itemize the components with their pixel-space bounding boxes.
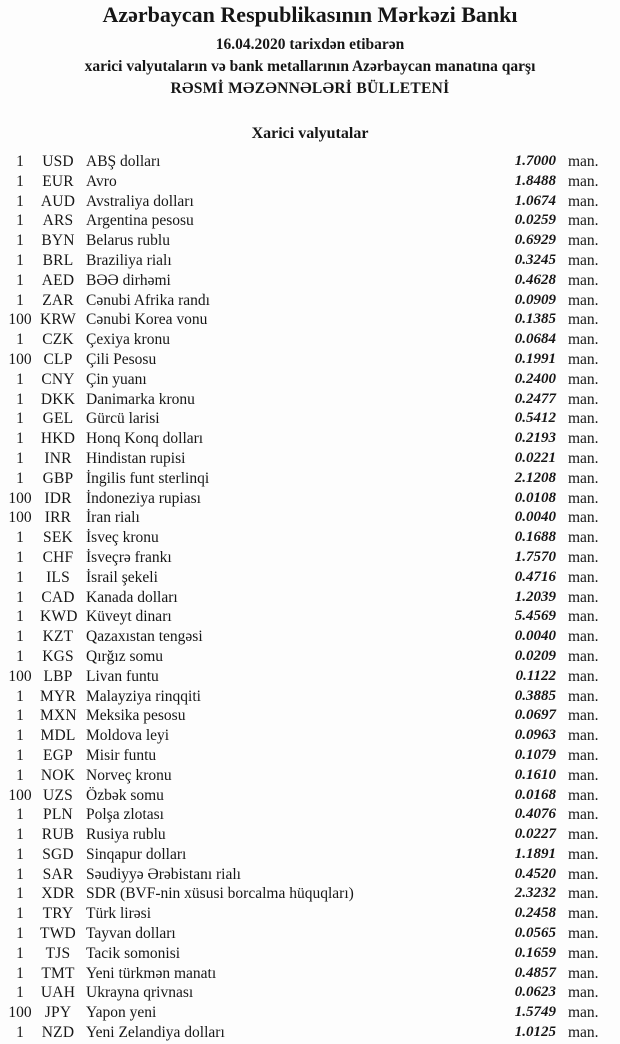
- currency-qty: 1: [16, 707, 24, 725]
- currency-qty: 1: [16, 568, 24, 586]
- currency-qty: 1: [16, 153, 24, 170]
- currency-code: SEK: [43, 529, 73, 547]
- unit-label: man.: [568, 865, 599, 883]
- currency-code: KWD: [40, 608, 78, 626]
- currency-qty: 1: [16, 588, 24, 606]
- currency-qty: 1: [16, 687, 24, 705]
- rate-row: [0, 766, 620, 786]
- currency-rate: 0.4628: [514, 271, 556, 288]
- currency-qty: 1: [16, 291, 24, 309]
- currency-rate: 0.0168: [514, 786, 556, 803]
- currency-name: İndoneziya rupiası: [86, 489, 201, 507]
- unit-label: man.: [568, 687, 599, 705]
- rate-row: [0, 370, 620, 390]
- unit-label: man.: [568, 925, 599, 943]
- currency-qty: 1: [16, 984, 24, 1002]
- currency-rate: 0.6929: [514, 232, 556, 249]
- unit-label: man.: [568, 469, 599, 487]
- rate-row: [0, 964, 620, 984]
- currency-name: İsveç kronu: [86, 529, 159, 547]
- currency-code: TMT: [41, 964, 75, 982]
- currency-rate: 0.2400: [514, 370, 556, 387]
- currency-qty: 1: [16, 430, 24, 448]
- unit-label: man.: [568, 232, 599, 250]
- currency-name: Çexiya kronu: [86, 331, 170, 349]
- currency-name: İngilis funt sterlinqi: [86, 469, 210, 487]
- currency-code: IRR: [44, 509, 72, 527]
- rate-row: [0, 489, 620, 509]
- rate-row: [0, 1023, 620, 1043]
- rate-row: [0, 211, 620, 231]
- rate-row: [0, 706, 620, 726]
- currency-code: RUB: [41, 826, 75, 844]
- currency-code: PLN: [43, 806, 73, 824]
- rate-row: [0, 904, 620, 924]
- currency-qty: 100: [8, 311, 32, 329]
- currency-name: Danimarka kronu: [86, 390, 195, 408]
- currency-name: Avstraliya dolları: [86, 192, 194, 210]
- currency-qty: 1: [16, 529, 24, 547]
- currency-rate: 1.8488: [514, 172, 556, 189]
- currency-rate: 0.5412: [514, 410, 556, 427]
- rate-row: [0, 429, 620, 449]
- currency-code: BYN: [41, 232, 75, 250]
- currency-rate: 0.0221: [514, 449, 556, 466]
- currency-name: Türk lirəsi: [86, 905, 151, 923]
- rate-row: [0, 607, 620, 627]
- unit-label: man.: [568, 984, 599, 1002]
- rate-row: [0, 469, 620, 489]
- currency-code: XDR: [41, 885, 75, 903]
- currency-code: CNY: [41, 370, 75, 388]
- unit-label: man.: [568, 647, 599, 665]
- unit-label: man.: [568, 410, 599, 428]
- currency-code: EUR: [42, 172, 74, 190]
- unit-label: man.: [568, 449, 599, 467]
- rate-row: [0, 548, 620, 568]
- currency-qty: 1: [16, 628, 24, 646]
- currency-code: ZAR: [42, 291, 74, 309]
- currency-rate: 1.0674: [514, 192, 556, 209]
- currency-qty: 1: [16, 331, 24, 349]
- currency-qty: 1: [16, 944, 24, 962]
- currency-code: INR: [44, 449, 72, 467]
- rate-row: [0, 1003, 620, 1023]
- currency-name: Qırğız somu: [86, 647, 164, 665]
- currency-name: Qazaxıstan tengəsi: [86, 628, 203, 646]
- currency-code: KZT: [42, 628, 74, 646]
- currency-name: Yapon yeni: [86, 1004, 157, 1022]
- currency-code: HKD: [40, 430, 76, 448]
- rate-row: [0, 884, 620, 904]
- unit-label: man.: [568, 727, 599, 745]
- unit-label: man.: [568, 370, 599, 388]
- unit-label: man.: [568, 153, 599, 170]
- currency-name: Avro: [86, 172, 117, 190]
- currency-name: Hindistan rupisi: [86, 449, 186, 467]
- currency-qty: 1: [16, 647, 24, 665]
- currency-rate: 0.0963: [514, 727, 556, 744]
- rate-row: [0, 271, 620, 291]
- currency-rate: 1.7000: [514, 153, 556, 169]
- currency-rate: 0.0227: [514, 826, 556, 843]
- rate-row: [0, 390, 620, 410]
- document-header: [0, 2, 620, 98]
- rate-row: [0, 291, 620, 311]
- unit-label: man.: [568, 568, 599, 586]
- currency-name: Yeni Zelandiya dolları: [86, 1024, 225, 1042]
- currency-name: Argentina pesosu: [86, 212, 194, 230]
- currency-name: Ukrayna qrivnası: [86, 984, 194, 1002]
- rate-row: [0, 924, 620, 944]
- currency-qty: 1: [16, 469, 24, 487]
- currency-name: Tayvan dolları: [86, 925, 176, 943]
- rate-row: [0, 152, 620, 172]
- rate-row: [0, 172, 620, 192]
- rate-row: [0, 726, 620, 746]
- currency-code: JPY: [44, 1004, 72, 1022]
- currency-qty: 1: [16, 766, 24, 784]
- bulletin-title: RƏSMİ MƏZƏNNƏLƏRİ BÜLLETENİ: [170, 80, 450, 97]
- unit-label: man.: [568, 251, 599, 269]
- currency-name: Gürcü larisi: [86, 410, 160, 428]
- unit-label: man.: [568, 1004, 599, 1022]
- currency-code: IDR: [44, 489, 72, 507]
- currency-rate: 5.4569: [514, 608, 556, 625]
- currency-qty: 1: [16, 370, 24, 388]
- currency-qty: 1: [16, 449, 24, 467]
- currency-name: İran rialı: [86, 509, 140, 527]
- currency-code: TRY: [42, 905, 74, 923]
- currency-qty: 1: [16, 806, 24, 824]
- rate-row: [0, 627, 620, 647]
- currency-qty: 100: [8, 350, 32, 368]
- currency-rate: 0.2193: [514, 430, 556, 447]
- currency-code: ARS: [42, 212, 74, 230]
- document-subtitle: xarici valyutaların və bank metallarının Azərbaycan manatına qarşı: [84, 58, 536, 75]
- currency-name: Sinqapur dolları: [86, 845, 187, 863]
- currency-name: Tacik somonisi: [86, 944, 181, 962]
- currency-code: CLP: [43, 350, 73, 368]
- currency-rate: 0.1610: [514, 766, 556, 783]
- currency-qty: 100: [8, 667, 32, 685]
- currency-rate: 0.2477: [514, 390, 556, 407]
- currency-name: İsrail şekeli: [86, 568, 158, 586]
- rate-row: [0, 350, 620, 370]
- unit-label: man.: [568, 885, 599, 903]
- unit-label: man.: [568, 529, 599, 547]
- currency-rate: 0.0565: [514, 925, 556, 942]
- currency-name: Polşa zlotası: [86, 806, 164, 824]
- unit-label: man.: [568, 964, 599, 982]
- currency-qty: 1: [16, 865, 24, 883]
- currency-code: MXN: [40, 707, 77, 725]
- currency-name: BƏƏ dirhəmi: [86, 271, 171, 289]
- currency-qty: 1: [16, 826, 24, 844]
- currency-code: MDL: [40, 727, 76, 745]
- unit-label: man.: [568, 826, 599, 844]
- currency-qty: 1: [16, 251, 24, 269]
- currency-rate: 0.1688: [514, 529, 556, 546]
- unit-label: man.: [568, 390, 599, 408]
- rate-row: [0, 568, 620, 588]
- currency-code: BRL: [42, 251, 74, 269]
- rate-row: [0, 786, 620, 806]
- currency-qty: 100: [8, 509, 32, 527]
- unit-label: man.: [568, 944, 599, 962]
- currency-name: Malayziya rinqqiti: [86, 687, 201, 705]
- currency-qty: 1: [16, 905, 24, 923]
- rate-row: [0, 825, 620, 845]
- currency-rate: 0.1079: [514, 746, 556, 763]
- currency-name: Çin yuanı: [86, 370, 147, 388]
- currency-qty: 100: [8, 1004, 32, 1022]
- unit-label: man.: [568, 786, 599, 804]
- currency-code: TWD: [40, 925, 76, 943]
- currency-code: NZD: [41, 1024, 75, 1042]
- currency-code: LBP: [43, 667, 73, 685]
- currency-rate: 0.3885: [514, 687, 556, 704]
- currency-code: CHF: [42, 548, 74, 566]
- unit-label: man.: [568, 588, 599, 606]
- currency-code: EGP: [43, 746, 73, 764]
- currency-name: Rusiya rublu: [86, 826, 166, 844]
- currency-code: UZS: [43, 786, 73, 804]
- rate-row: [0, 330, 620, 350]
- currency-qty: 1: [16, 925, 24, 943]
- effective-date-line: 16.04.2020 tarixdən etibarən: [215, 36, 405, 53]
- currency-rate: 0.4857: [514, 964, 556, 981]
- unit-label: man.: [568, 311, 599, 329]
- unit-label: man.: [568, 172, 599, 190]
- currency-name: Özbək somu: [86, 786, 164, 804]
- currency-name: Moldova leyi: [86, 727, 170, 745]
- currency-qty: 1: [16, 548, 24, 566]
- currency-name: ABŞ dolları: [86, 153, 161, 170]
- currency-code: USD: [42, 153, 74, 170]
- unit-label: man.: [568, 509, 599, 527]
- currency-rate: 0.0909: [514, 291, 556, 308]
- currency-rate: 0.0040: [514, 509, 556, 526]
- bulletin-page: [0, 2, 620, 1044]
- currency-qty: 1: [16, 232, 24, 250]
- rate-row: [0, 192, 620, 212]
- unit-label: man.: [568, 271, 599, 289]
- currency-code: SGD: [42, 845, 74, 863]
- currency-name: Cənubi Afrika randı: [86, 291, 210, 309]
- currency-rate: 1.0125: [514, 1024, 556, 1041]
- currency-code: SAR: [42, 865, 74, 883]
- unit-label: man.: [568, 192, 599, 210]
- currency-name: Çili Pesosu: [86, 350, 157, 368]
- unit-label: man.: [568, 746, 599, 764]
- currency-rate: 1.2039: [514, 588, 556, 605]
- currency-code: KGS: [42, 647, 74, 665]
- currency-name: İsveçrə frankı: [86, 548, 172, 566]
- currency-qty: 100: [8, 786, 32, 804]
- currency-qty: 1: [16, 410, 24, 428]
- currency-name: Misir funtu: [86, 746, 157, 764]
- currency-rate: 0.0684: [514, 331, 556, 348]
- currency-rate: 0.0040: [514, 628, 556, 645]
- currency-name: Səudiyyə Ərəbistanı rialı: [86, 865, 241, 883]
- currency-qty: 1: [16, 727, 24, 745]
- currency-rate: 2.1208: [514, 469, 556, 486]
- currency-code: AUD: [40, 192, 76, 210]
- currency-qty: 1: [16, 845, 24, 863]
- currency-qty: 1: [16, 746, 24, 764]
- currency-rate: 1.5749: [514, 1004, 556, 1021]
- currency-name: Belarus rublu: [86, 232, 170, 250]
- currency-name: Norveç kronu: [86, 766, 172, 784]
- currency-name: Yeni türkmən manatı: [86, 964, 217, 982]
- currency-name: Cənubi Korea vonu: [86, 311, 208, 329]
- currency-code: TJS: [45, 944, 71, 962]
- bank-title: Azərbaycan Respublikasının Mərkəzi Bankı: [102, 2, 518, 27]
- currency-code: CAD: [41, 588, 75, 606]
- unit-label: man.: [568, 608, 599, 626]
- currency-name: Küveyt dinarı: [86, 608, 172, 626]
- currency-qty: 100: [8, 489, 32, 507]
- unit-label: man.: [568, 1024, 599, 1042]
- currency-name: Meksika pesosu: [86, 707, 186, 725]
- currency-code: NOK: [40, 766, 76, 784]
- unit-label: man.: [568, 350, 599, 368]
- rate-row: [0, 528, 620, 548]
- rate-row: [0, 508, 620, 528]
- currency-qty: 1: [16, 1024, 24, 1042]
- currency-code: UAH: [40, 984, 76, 1002]
- unit-label: man.: [568, 845, 599, 863]
- currency-rate: 0.4076: [514, 806, 556, 823]
- currency-rate: 0.0697: [514, 707, 556, 724]
- currency-rate: 0.1122: [515, 667, 556, 684]
- currency-name: Kanada dolları: [86, 588, 178, 606]
- currency-qty: 1: [16, 608, 24, 626]
- currency-name: SDR (BVF-nin xüsusi borcalma hüquqları): [86, 885, 354, 903]
- rate-row: [0, 647, 620, 667]
- currency-qty: 1: [16, 172, 24, 190]
- currency-rate: 2.3232: [514, 885, 556, 902]
- currency-qty: 1: [16, 192, 24, 210]
- currency-code: ILS: [46, 568, 70, 586]
- currency-qty: 1: [16, 271, 24, 289]
- unit-label: man.: [568, 628, 599, 646]
- currency-rate: 0.0259: [514, 212, 556, 229]
- currency-rate: 0.1991: [514, 350, 556, 367]
- rate-row: [0, 944, 620, 964]
- currency-code: GEL: [42, 410, 74, 428]
- currency-rate: 0.1659: [514, 944, 556, 961]
- rate-row: [0, 746, 620, 766]
- unit-label: man.: [568, 667, 599, 685]
- currency-qty: 1: [16, 212, 24, 230]
- currency-code: KRW: [40, 311, 76, 329]
- rate-row: [0, 865, 620, 885]
- currency-code: MYR: [40, 687, 76, 705]
- section-title-foreign-currencies: Xarici valyutalar: [251, 125, 369, 142]
- rate-row: [0, 667, 620, 687]
- rate-row: [0, 845, 620, 865]
- unit-label: man.: [568, 548, 599, 566]
- currency-rate: 0.2458: [514, 905, 556, 922]
- unit-label: man.: [568, 212, 599, 230]
- rate-row: [0, 251, 620, 271]
- currency-qty: 1: [16, 964, 24, 982]
- unit-label: man.: [568, 766, 599, 784]
- rates-table: [0, 152, 620, 1043]
- rate-row: [0, 231, 620, 251]
- currency-code: CZK: [42, 331, 74, 349]
- currency-rate: 0.0108: [514, 489, 556, 506]
- currency-rate: 0.1385: [514, 311, 556, 328]
- currency-rate: 1.7570: [514, 548, 556, 565]
- currency-rate: 0.4716: [514, 568, 556, 585]
- rate-row: [0, 687, 620, 707]
- rate-row: [0, 449, 620, 469]
- currency-name: Braziliya rialı: [86, 251, 172, 269]
- rate-row: [0, 409, 620, 429]
- currency-rate: 1.1891: [514, 845, 556, 862]
- unit-label: man.: [568, 707, 599, 725]
- currency-rate: 0.0209: [514, 647, 556, 664]
- rate-row: [0, 983, 620, 1003]
- currency-qty: 1: [16, 390, 24, 408]
- unit-label: man.: [568, 430, 599, 448]
- rate-row: [0, 588, 620, 608]
- currency-code: DKK: [40, 390, 76, 408]
- currency-name: Honq Konq dolları: [86, 430, 204, 448]
- currency-code: AED: [41, 271, 75, 289]
- currency-code: GBP: [42, 469, 74, 487]
- unit-label: man.: [568, 291, 599, 309]
- unit-label: man.: [568, 806, 599, 824]
- unit-label: man.: [568, 489, 599, 507]
- currency-rate: 0.0623: [514, 984, 556, 1001]
- unit-label: man.: [568, 331, 599, 349]
- rate-row: [0, 310, 620, 330]
- rate-row: [0, 805, 620, 825]
- currency-name: Livan funtu: [86, 667, 159, 685]
- currency-qty: 1: [16, 885, 24, 903]
- currency-rate: 0.4520: [514, 865, 556, 882]
- unit-label: man.: [568, 905, 599, 923]
- currency-rate: 0.3245: [514, 251, 556, 268]
